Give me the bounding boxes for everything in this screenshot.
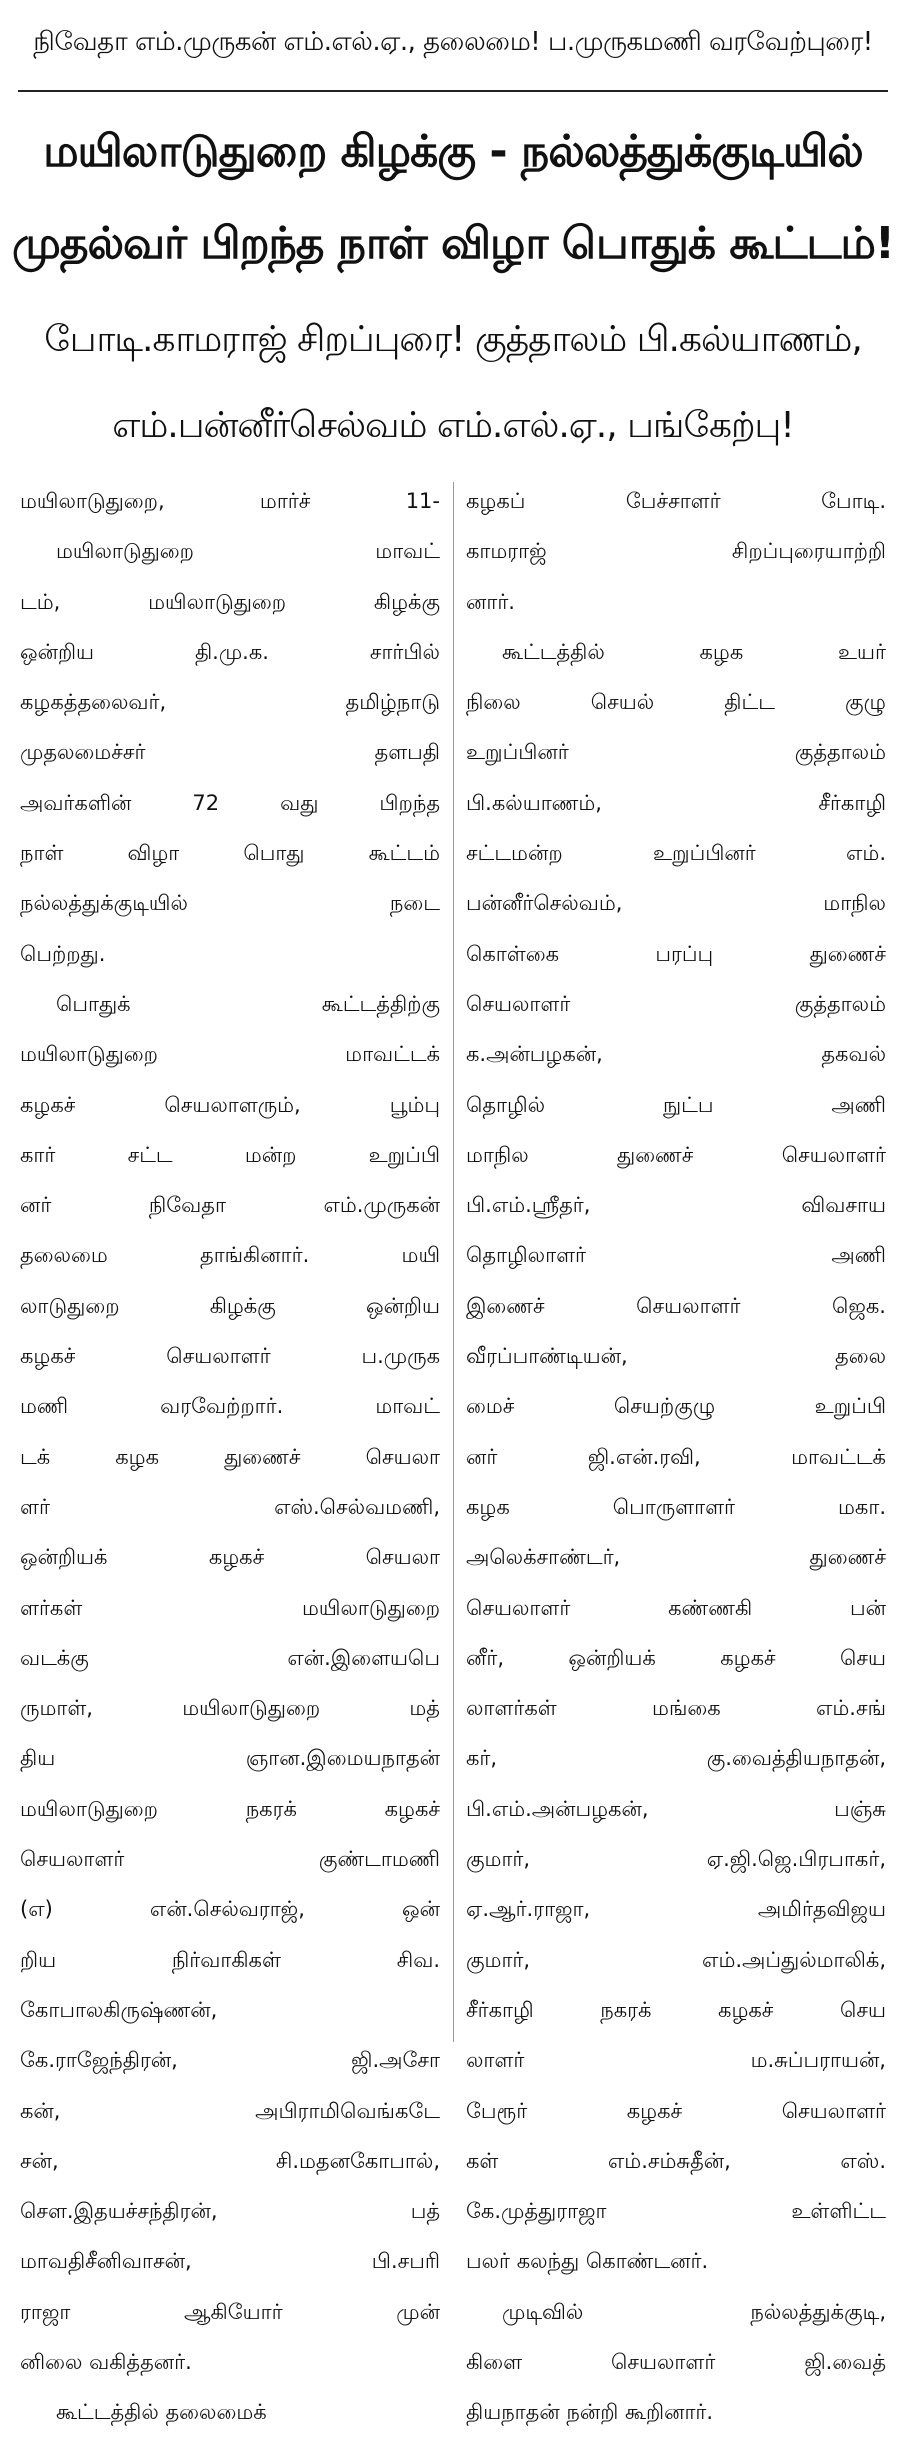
body-column-left [20, 476, 440, 2438]
body-text-line: பெற்றது. [20, 941, 106, 966]
body-text-line: மாவதிசீனிவாசன், பி.சபரி [20, 2249, 440, 2274]
body-text-line: முடிவில் நல்லத்துக்குடி, [502, 2299, 886, 2324]
body-text-line: கன், அபிராமிவெங்கடே [20, 2098, 440, 2123]
body-text-line: சீர்காழி நகரக் கழகச் செய [466, 1997, 886, 2022]
body-text-line: கழகத்தலைவர், தமிழ்நாடு [20, 690, 440, 715]
body-text-line: செயலாளர் குண்டாமணி [20, 1847, 440, 1872]
body-text-line: தலைமை தாங்கினார். மயி [20, 1243, 440, 1268]
body-text-line: மயிலாடுதுறை, மார்ச் 11- [20, 489, 440, 513]
body-column-right [466, 476, 886, 2438]
body-text-line: டக் கழக துணைச் செயலா [20, 1444, 440, 1469]
body-text-line: க.அன்பழகன், தகவல் [466, 1042, 886, 1067]
body-text-line: குமார், எம்.அப்துல்மாலிக், [466, 1947, 886, 1972]
body-text-line: தியநாதன் நன்றி கூறினார். [466, 2400, 714, 2425]
body-text-line: லாளர் ம.சுப்பராயன், [466, 2048, 886, 2073]
body-text-line: நாள் விழா பொது கூட்டம் [20, 841, 440, 866]
body-text-line: கார் சட்ட மன்ற உறுப்பி [20, 1142, 440, 1167]
body-text-line: (எ) என்.செல்வராஜ், ஒன் [20, 1897, 440, 1922]
body-text-line: கழகப் பேச்சாளர் போடி. [466, 489, 886, 513]
body-text-line: சன், சி.மதனகோபால், [20, 2148, 440, 2173]
body-text-line: ளர்கள் மயிலாடுதுறை [20, 1595, 440, 1620]
body-text-line: நிலை செயல் திட்ட குழு [466, 690, 886, 715]
body-text-line: அலெக்சாண்டர், துணைச் [466, 1545, 886, 1570]
body-text-line: வடக்கு என்.இளையபெ [20, 1645, 440, 1670]
body-text-line: மயிலாடுதுறை மாவட்டக் [20, 1042, 440, 1067]
body-text-line: பலர் கலந்து கொண்டனர். [466, 2249, 709, 2274]
body-text-line: செயலாளர் கண்ணகி பன் [466, 1595, 886, 1620]
body-text-line: திய ஞான.இமையநாதன் [20, 1746, 440, 1771]
body-text-line: நல்லத்துக்குடியில் நடை [20, 891, 440, 916]
body-text-line: கள் எம்.சம்சுதீன், எஸ். [466, 2148, 886, 2173]
body-text-line: மயிலாடுதுறை மாவட் [56, 539, 440, 564]
body-text-line: பன்னீர்செல்வம், மாநில [466, 891, 886, 916]
body-text-line: மாநில துணைச் செயலாளர் [466, 1142, 886, 1167]
body-text-line: கிளை செயலாளர் ஜி.வைத் [466, 2349, 886, 2374]
body-text-line: ஒன்றியக் கழகச் செயலா [20, 1545, 440, 1570]
body-text-line: பி.எம்.ஸ்ரீதர், விவசாய [466, 1193, 886, 1218]
body-text-line: தொழில் நுட்ப அணி [466, 1092, 886, 1117]
body-text-line: செயலாளர் குத்தாலம் [466, 991, 886, 1016]
body-text-line: றிய நிர்வாகிகள் சிவ. [20, 1947, 440, 1972]
body-text-line: வீரப்பாண்டியன், தலை [466, 1344, 886, 1369]
body-text-line: ராஜா ஆகியோர் முன் [20, 2299, 440, 2324]
body-text-line: சௌ.இதயச்சந்திரன், பத் [20, 2199, 440, 2224]
body-text-line: கழகச் செயலாளர் ப.முருக [20, 1344, 440, 1369]
headline-line-2: முதல்வர் பிறந்த நாள் விழா பொதுக் கூட்டம்! [12, 218, 894, 269]
body-text-line: லாடுதுறை கிழக்கு ஒன்றிய [20, 1293, 440, 1318]
kicker-line: நிவேதா எம்.முருகன் எம்.எல்.ஏ., தலைமை! ப.முருகமணி வரவேற்புரை! [33, 26, 873, 57]
body-text-line: குமார், ஏ.ஜி.ஜெ.பிரபாகர், [466, 1847, 886, 1872]
body-text-line: கூட்டத்தில் தலைமைக் [56, 2400, 267, 2425]
headline-line-1: மயிலாடுதுறை கிழக்கு - நல்லத்துக்குடியில் [43, 126, 863, 177]
kicker-divider [18, 90, 888, 92]
body-text-line: னார். [466, 589, 515, 614]
body-text-line: ஏ.ஆர்.ராஜா, அமிர்தவிஜய [466, 1897, 886, 1922]
body-text-line: ருமாள், மயிலாடுதுறை மத் [20, 1696, 440, 1721]
body-text-line: லாளர்கள் மங்கை எம்.சங் [466, 1696, 886, 1721]
body-text-line: டம், மயிலாடுதுறை கிழக்கு [20, 589, 440, 614]
body-text-line: னர் ஜி.என்.ரவி, மாவட்டக் [466, 1444, 886, 1469]
body-text-line: காமராஜ் சிறப்புரையாற்றி [466, 539, 886, 564]
body-text-line: னிலை வகித்தனர். [20, 2349, 192, 2374]
body-text-line: பேரூர் கழகச் செயலாளர் [466, 2098, 886, 2123]
body-text-line: னர் நிவேதா எம்.முருகன் [20, 1193, 440, 1218]
body-text-line: கே.முத்துராஜா உள்ளிட்ட [466, 2199, 886, 2224]
body-text-line: பி.எம்.அன்பழகன், பஞ்சு [466, 1796, 886, 1821]
body-text-line: மைச் செயற்குழு உறுப்பி [466, 1394, 886, 1419]
body-text-line: கர், கு.வைத்தியநாதன், [466, 1746, 886, 1771]
body-text-line: பி.கல்யாணம், சீர்காழி [466, 790, 886, 815]
body-text-line: பொதுக் கூட்டத்திற்கு [56, 991, 440, 1016]
subhead-line-2: எம்.பன்னீர்செல்வம் எம்.எல்.ஏ., பங்கேற்பு! [112, 405, 794, 446]
body-text-line: இணைச் செயலாளர் ஜெக. [466, 1293, 886, 1318]
body-text-line: அவர்களின் 72 வது பிறந்த [20, 790, 440, 815]
column-divider [453, 482, 454, 2042]
body-text-line: கூட்டத்தில் கழக உயர் [502, 639, 886, 664]
body-text-line: ளர் எஸ்.செல்வமணி, [20, 1494, 440, 1519]
subhead-line-1: போடி.காமராஜ் சிறப்புரை! குத்தாலம் பி.கல்யாணம், [44, 319, 862, 360]
body-text-line: கோபாலகிருஷ்ணன், [20, 1997, 218, 2022]
body-text-line: உறுப்பினர் குத்தாலம் [466, 740, 886, 765]
body-text-line: ஒன்றிய தி.மு.க. சார்பில் [20, 639, 440, 664]
body-text-line: மயிலாடுதுறை நகரக் கழகச் [20, 1796, 440, 1821]
body-text-line: சட்டமன்ற உறுப்பினர் எம். [466, 841, 886, 866]
body-text-line: மணி வரவேற்றார். மாவட் [20, 1394, 440, 1419]
body-text-line: கொள்கை பரப்பு துணைச் [466, 941, 886, 966]
body-text-line: கழக பொருளாளர் மகா. [466, 1494, 886, 1519]
body-text-line: கழகச் செயலாளரும், பூம்பு [20, 1092, 440, 1117]
body-text-line: கே.ராஜேந்திரன், ஜி.அசோ [20, 2048, 440, 2073]
body-text-line: னீர், ஒன்றியக் கழகச் செய [466, 1645, 886, 1670]
body-text-line: தொழிலாளர் அணி [466, 1243, 886, 1268]
body-text-line: முதலமைச்சர் தளபதி [20, 740, 440, 765]
